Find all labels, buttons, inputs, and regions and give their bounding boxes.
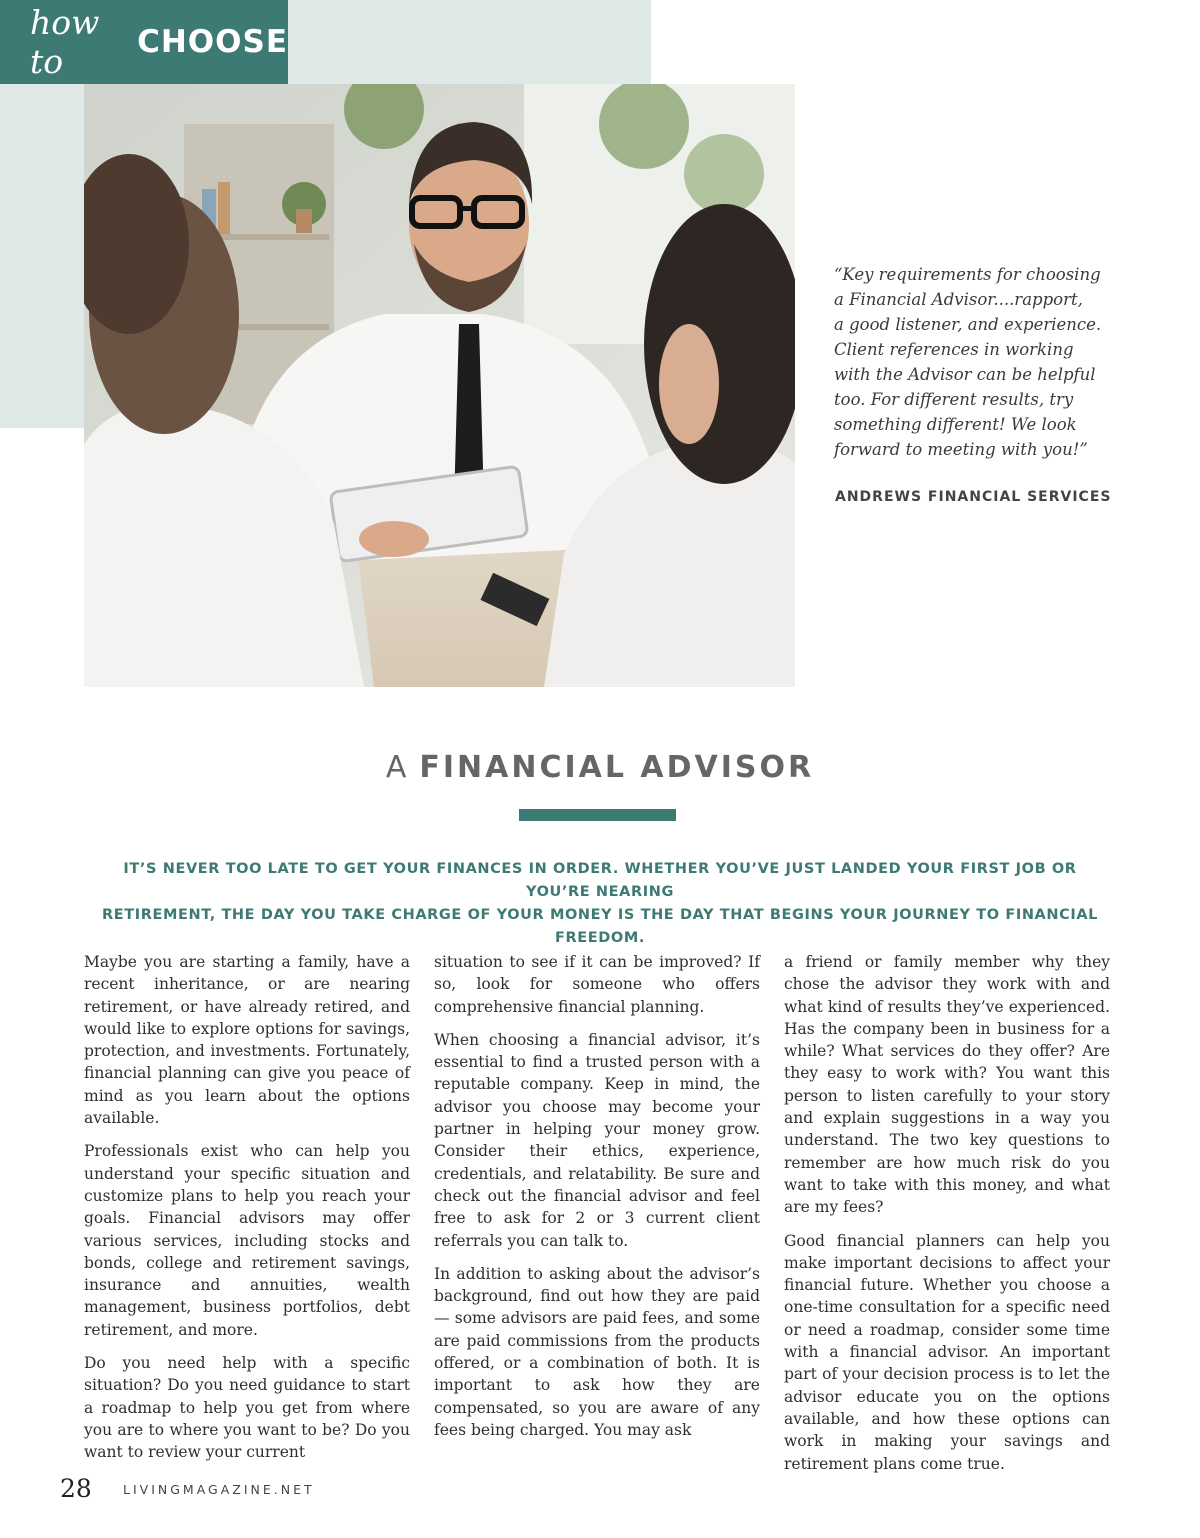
dek-line: IT’S NEVER TOO LATE TO GET YOUR FINANCES IN ORDER. WHETHER YOU’VE JUST LANDED YOUR FIRST JOB OR YOU’RE NEARING	[123, 861, 1077, 900]
body-column-3	[784, 951, 1110, 1486]
body-paragraph: When choosing a financial advisor, it’s essential to find a trusted person with a reputable company. Keep in mind, the advisor you choose may become your partner in helping your money grow. Consider their ethics, experience, credentials, and relatability. Be sure and check out the financial advisor and feel free to ask for 2 or 3 current client referrals you can talk to.	[434, 1030, 760, 1250]
body-paragraph: situation to see if it can be improved? If so, look for someone who offers comprehensive financial planning.	[434, 953, 760, 1016]
body-paragraph: a friend or family member why they chose the advisor they work with and what kind of results they’ve experienced. Has the company been in business for a while? What services do they offer? Are they easy to work with? You want this person to listen carefully to your story and explain suggestions in a way you understand. The two key questions to remember are how much risk do you want to take with this money, and what are my fees?	[784, 953, 1110, 1217]
pull-quote-line: Client references in working	[834, 340, 1074, 359]
section-prefix: how to	[30, 3, 100, 81]
pull-quote-line: forward to meeting with you!”	[834, 440, 1088, 459]
pull-quote-line: with the Advisor can be helpful	[834, 365, 1096, 384]
body-paragraph: Good financial planners can help you make important decisions to affect your financial future. Whether you choose a one-time consultation for a specific need or need a roadmap, consider some time with a financial advisor. An important part of your decision process is to let the advisor educate you on the options available, and how these options can work in making your savings and retirement plans come true.	[784, 1231, 1110, 1473]
section-tab	[0, 0, 288, 84]
headline-rule	[519, 809, 676, 821]
pull-quote-line: a good listener, and experience.	[834, 315, 1102, 334]
body-paragraph: In addition to asking about the advisor’s background, find out how they are paid — some advisors are paid fees, and some are paid commissions from the products offered, or a combination of both. It is important to ask how they are compensated, so you are aware of any fees being charged. You may ask	[434, 1264, 760, 1439]
body-paragraph: Maybe you are starting a family, have a recent inheritance, or are nearing retirement, or have already retired, and would like to explore options for savings, protection, and investments. Fortunately, financial planning can give you peace of mind as you learn about the options available.	[84, 953, 410, 1128]
pull-quote	[834, 262, 1104, 462]
body-paragraph: Professionals exist who can help you understand your specific situation and customize plans to help you reach your goals. Financial advisors may offer various services, including stocks and bonds, college and retirement savings, insurance and annuities, wealth management, business portfolios, debt retirement, and more.	[84, 1142, 410, 1339]
pull-quote-line: too. For different results, try	[834, 390, 1074, 409]
page-number: 28	[60, 1474, 92, 1503]
article-dek	[100, 858, 1100, 950]
body-paragraph: Do you need help with a specific situation? Do you need guidance to start a roadmap to help you get from where you are to where you want to be? Do you want to review your current	[84, 1354, 410, 1462]
site-url[interactable]: LIVINGMAGAZINE.NET	[123, 1482, 315, 1497]
pull-quote-line: something different! We look	[834, 415, 1077, 434]
pull-quote-line: a Financial Advisor....rapport,	[834, 290, 1083, 309]
dek-line: RETIREMENT, THE DAY YOU TAKE CHARGE OF YOUR MONEY IS THE DAY THAT BEGINS YOUR JOURNEY TO FINANCIAL FREEDOM.	[101, 907, 1099, 946]
headline-main: FINANCIAL ADVISOR	[419, 750, 815, 785]
quote-source: ANDREWS FINANCIAL SERVICES	[835, 489, 1112, 505]
body-column-1	[84, 951, 410, 1475]
body-column-2	[434, 951, 760, 1452]
headline-prefix: A	[385, 750, 410, 785]
section-label: CHOOSE	[137, 24, 288, 60]
article-headline	[0, 750, 1200, 785]
advisor-meeting-photo	[84, 84, 795, 687]
pull-quote-line: “Key requirements for choosing	[834, 265, 1101, 284]
